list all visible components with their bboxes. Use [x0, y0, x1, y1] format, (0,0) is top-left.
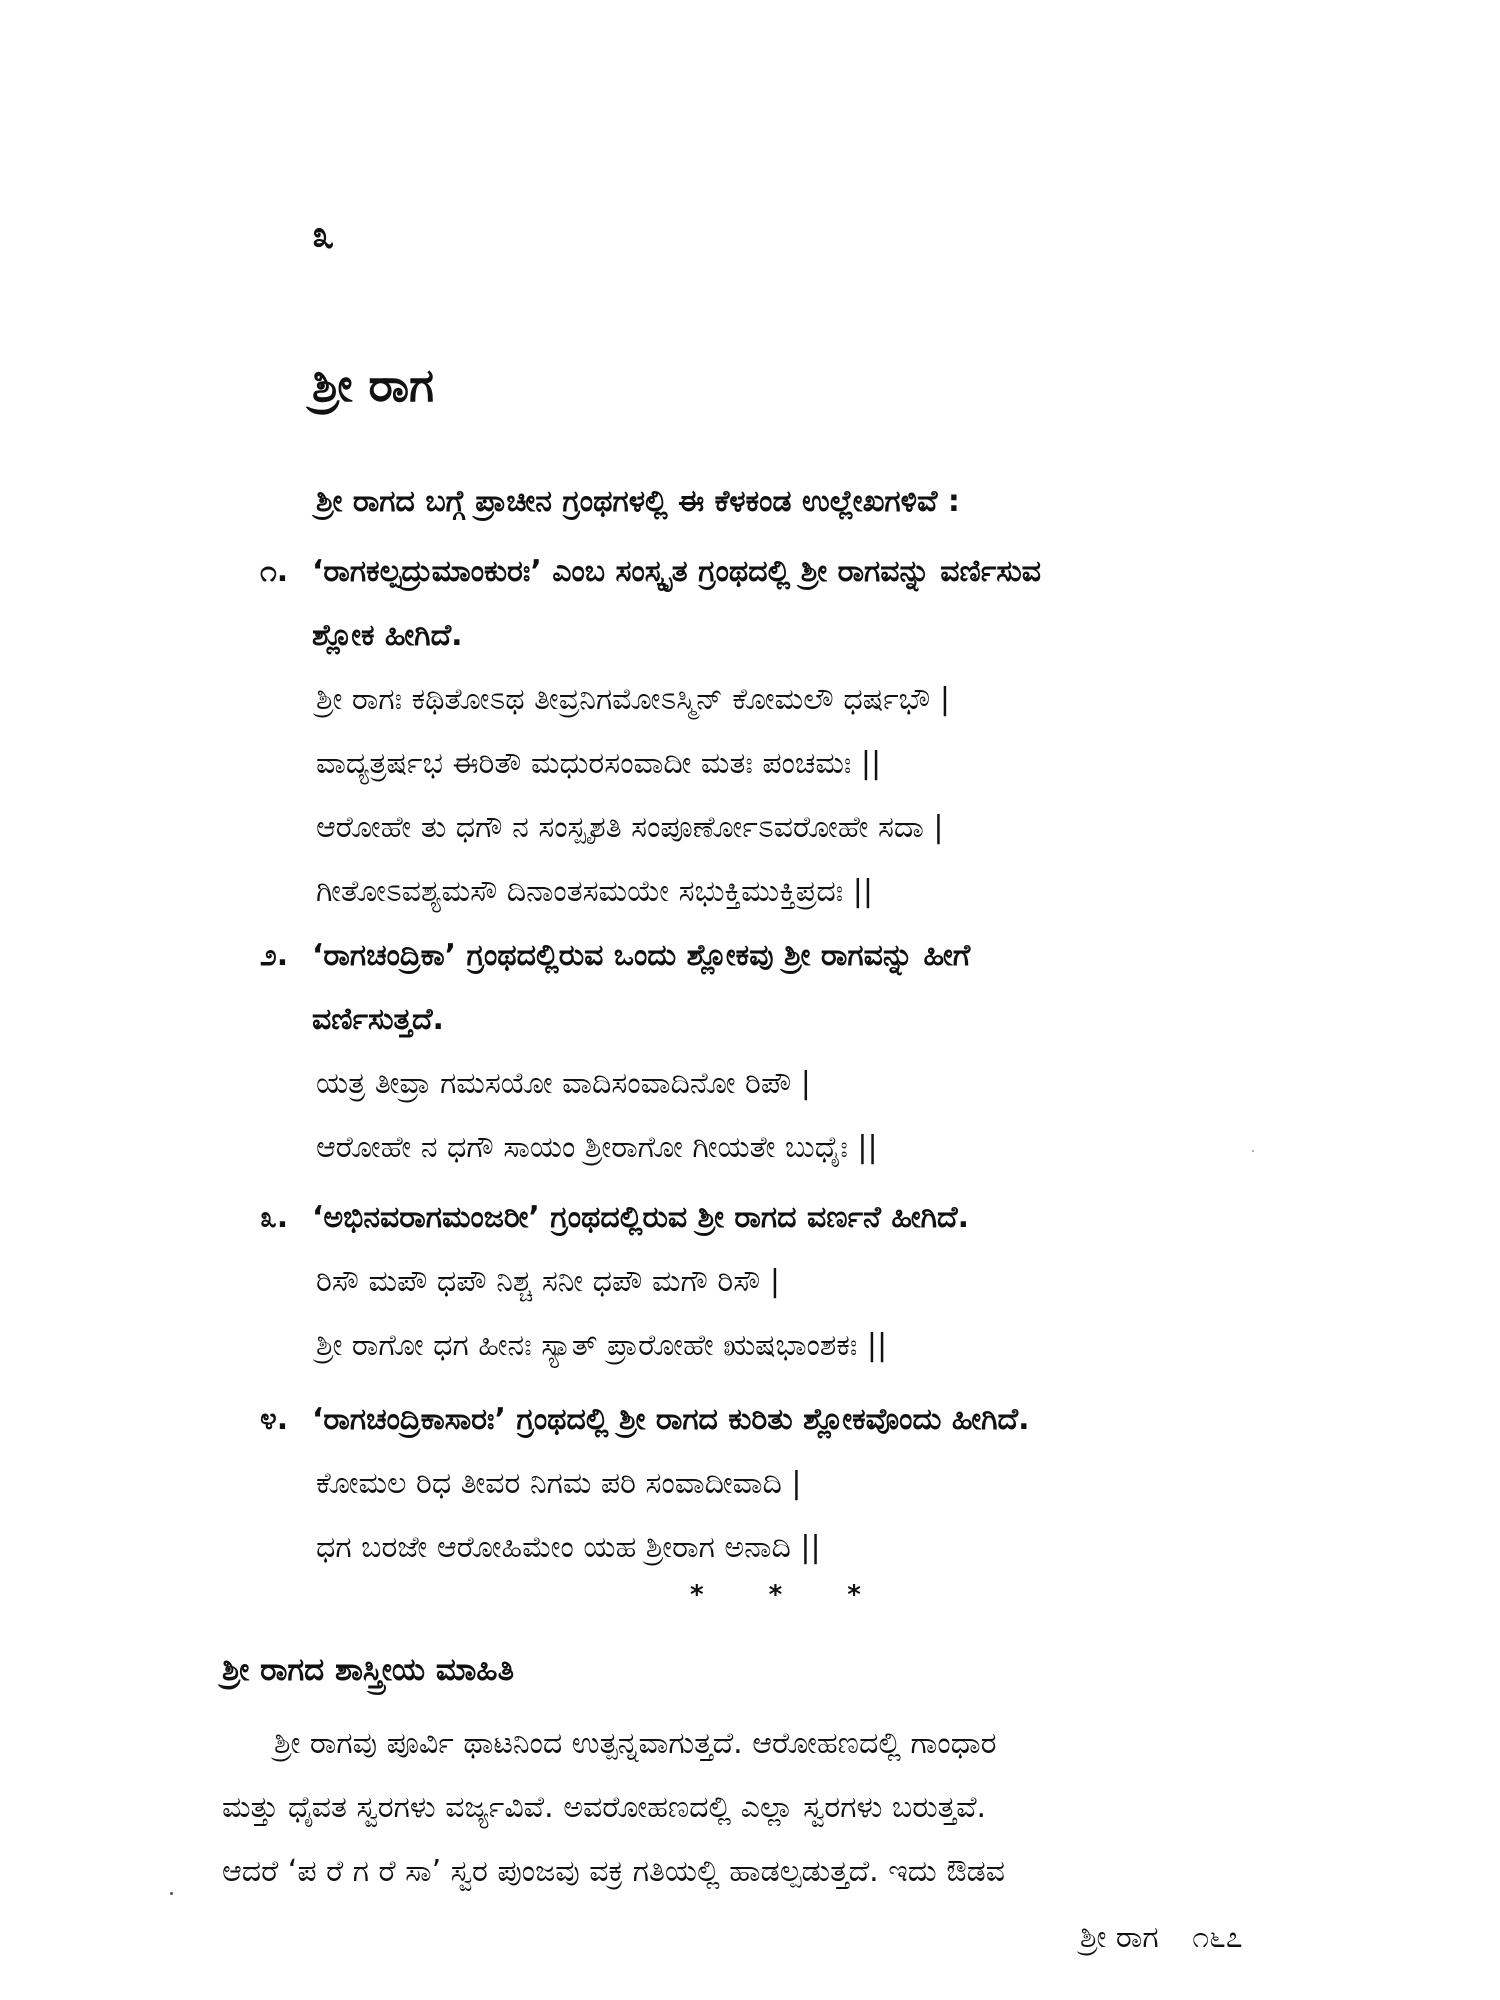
paragraph-line: ಶ್ರೀ ರಾಗವು ಪೂರ್ವಿ ಥಾಟನಿಂದ ಉತ್ಪನ್ನವಾಗುತ್ತದೆ. ಆರೋಹಣದಲ್ಲಿ ಗಾಂಧಾರ: [274, 1726, 997, 1761]
reference-section-2: [260, 924, 1320, 1180]
info-paragraph: [222, 1712, 1278, 1904]
section-divider: * * *: [690, 1580, 889, 1610]
section-number: ೧.: [260, 554, 289, 589]
intro-paragraph: ಶ್ರೀ ರಾಗದ ಬಗ್ಗೆ ಪ್ರಾಚೀನ ಗ್ರಂಥಗಳಲ್ಲಿ ಈ ಕೆಳಕಂಡ ಉಲ್ಲೇಖಗಳಿವೆ :: [316, 484, 960, 519]
page-footer: [1080, 1920, 1267, 1955]
section-heading: [260, 924, 1320, 1052]
verse-line: ಧಗ ಬರಜೇ ಆರೋಹಿಮೇಂ ಯಹ ಶ್ರೀರಾಗ ಅನಾದಿ ||: [316, 1530, 821, 1565]
section-heading: [260, 540, 1320, 668]
section-text-line: ‘ರಾಗಚಂದ್ರಿಕಾಸಾರಃ’ ಗ್ರಂಥದಲ್ಲಿ ಶ್ರೀ ರಾಗದ ಕುರಿತು ಶ್ಲೋಕವೊಂದು ಹೀಗಿದೆ.: [312, 1402, 1030, 1437]
chapter-title: ಶ್ರೀ ರಾಗ: [312, 358, 434, 412]
verse-line: ಗೀತೋಽವಶ್ಯಮಸೌ ದಿನಾಂತಸಮಯೇ ಸಭುಕ್ತಿಮುಕ್ತಿಪ್ರದಃ ||: [316, 874, 873, 909]
section-number: ೪.: [260, 1402, 289, 1437]
section-text-line: ‘ರಾಗಚಂದ್ರಿಕಾ’ ಗ್ರಂಥದಲ್ಲಿರುವ ಒಂದು ಶ್ಲೋಕವು ಶ್ರೀ ರಾಗವನ್ನು ಹೀಗೆ: [312, 938, 971, 973]
section-text: [312, 924, 1320, 1052]
verse-line: ಶ್ರೀ ರಾಗಃ ಕಥಿತೋಽಥ ತೀವ್ರನಿಗಮೋಽಸ್ಮಿನ್ ಕೋಮಲೌ ಧರ್ಷಭೌ |: [316, 682, 950, 717]
info-heading: ಶ್ರೀ ರಾಗದ ಶಾಸ್ತ್ರೀಯ ಮಾಹಿತಿ: [222, 1652, 515, 1688]
section-text: [312, 540, 1320, 668]
reference-section-1: [260, 540, 1320, 924]
reference-section-3: [260, 1186, 1320, 1378]
section-text-line: ಶ್ಲೋಕ ಹೀಗಿದೆ.: [312, 618, 463, 653]
shloka-verses: [316, 1250, 1320, 1378]
scan-speck: [1252, 1150, 1254, 1152]
paragraph-line: ಮತ್ತು ಧೈವತ ಸ್ವರಗಳು ವರ್ಜ್ಯವಿವೆ. ಅವರೋಹಣದಲ್ಲಿ ಎಲ್ಲಾ ಸ್ವರಗಳು ಬರುತ್ತವೆ.: [222, 1790, 987, 1825]
section-text: [312, 1388, 1320, 1452]
chapter-number: ೩: [312, 212, 335, 258]
running-title: ಶ್ರೀ ರಾಗ: [1080, 1920, 1159, 1955]
section-text: [312, 1186, 1320, 1250]
section-text-line: ‘ಅಭಿನವರಾಗಮಂಜರೀ’ ಗ್ರಂಥದಲ್ಲಿರುವ ಶ್ರೀ ರಾಗದ ವರ್ಣನೆ ಹೀಗಿದೆ.: [312, 1200, 969, 1235]
page-number: ೧೬೭: [1192, 1920, 1243, 1955]
verse-line: ರಿಸೌ ಮಪೌ ಧಪೌ ನಿಶ್ಚ ಸನೀ ಧಪೌ ಮಗೌ ರಿಸೌ |: [316, 1264, 780, 1299]
reference-section-4: [260, 1388, 1320, 1580]
section-text-line: ‘ರಾಗಕಲ್ಪದ್ರುಮಾಂಕುರಃ’ ಎಂಬ ಸಂಸ್ಕೃತ ಗ್ರಂಥದಲ್ಲಿ ಶ್ರೀ ರಾಗವನ್ನು ವರ್ಣಿಸುವ: [312, 554, 1042, 589]
verse-line: ಯತ್ರ ತೀವ್ರಾ ಗಮಸಯೋ ವಾದಿಸಂವಾದಿನೋ ರಿಪೌ |: [316, 1066, 811, 1101]
section-number: ೨.: [260, 938, 289, 973]
verse-line: ವಾದ್ಯತ್ರರ್ಷಭ ಈರಿತೌ ಮಧುರಸಂವಾದೀ ಮತಃ ಪಂಚಮಃ ||: [316, 746, 882, 781]
verse-line: ಕೋಮಲ ರಿಧ ತೀವರ ನಿಗಮ ಪರಿ ಸಂವಾದೀವಾದಿ |: [316, 1466, 802, 1501]
section-number: ೩.: [260, 1200, 289, 1235]
section-text-line: ವರ್ಣಿಸುತ್ತದೆ.: [312, 1002, 444, 1037]
verse-line: ಶ್ರೀ ರಾಗೋ ಧಗ ಹೀನಃ ಸ್ಯಾತ್ ಪ್ರಾರೋಹೇ ಋಷಭಾಂಶಕಃ ||: [316, 1328, 888, 1363]
scan-speck: [170, 1892, 173, 1895]
paragraph-line: ಆದರೆ ‘ಪ ರೆ ಗ ರೆ ಸಾ’ ಸ್ವರ ಪುಂಜವು ವಕ್ರ ಗತಿಯಲ್ಲಿ ಹಾಡಲ್ಪಡುತ್ತದೆ. ಇದು ಔಡವ: [222, 1854, 1006, 1889]
verse-line: ಆರೋಹೇ ತು ಧಗೌ ನ ಸಂಸ್ಪೃಶತಿ ಸಂಪೂರ್ಣೋಽವರೋಹೇ ಸದಾ |: [316, 810, 944, 845]
shloka-verses: [316, 1052, 1320, 1180]
shloka-verses: [316, 668, 1320, 924]
section-heading: [260, 1388, 1320, 1452]
shloka-verses: [316, 1452, 1320, 1580]
verse-line: ಆರೋಹೇ ನ ಧಗೌ ಸಾಯಂ ಶ್ರೀರಾಗೋ ಗೀಯತೇ ಬುಧೈಃ ||: [316, 1130, 878, 1165]
section-heading: [260, 1186, 1320, 1250]
